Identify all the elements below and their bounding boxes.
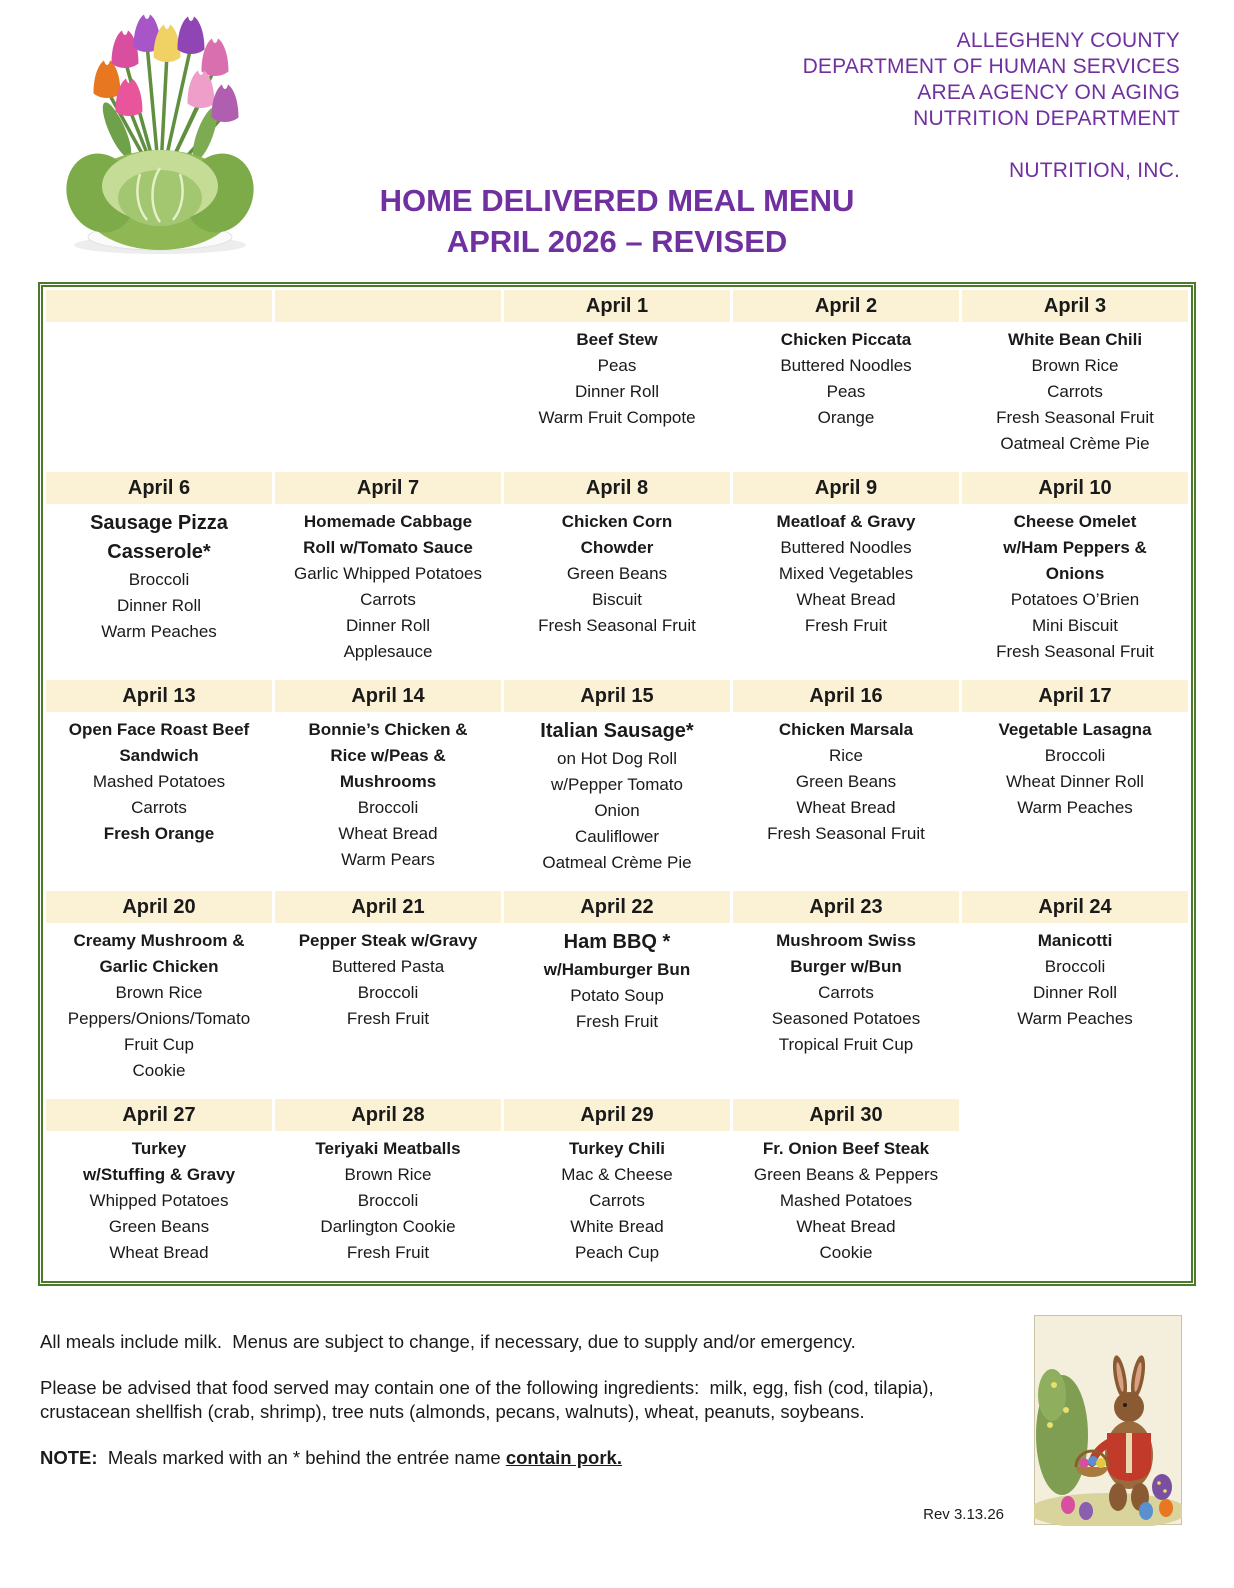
menu-item: Green Beans [566,564,668,583]
menu-item: Buttered Pasta [331,957,445,976]
org-line: DEPARTMENT OF HUMAN SERVICES [802,55,1180,78]
menu-item: w/Stuffing & Gravy [82,1165,236,1184]
menu-cell [504,325,730,469]
menu-item: Fr. Onion Beef Steak [762,1139,930,1158]
menu-cell [275,507,501,677]
menu-item: Fresh Fruit [804,616,888,635]
menu-cell [504,926,730,1096]
date-cell: April 1 [504,290,730,322]
date-cell: April 24 [962,891,1188,923]
menu-item: Broccoli [1044,746,1106,765]
menu-item: Rice w/Peas & [330,746,446,765]
menu-item: Fresh Fruit [575,1012,659,1031]
date-cell: April 7 [275,472,501,504]
menu-cell [275,1134,501,1278]
week-date-row [46,680,1188,712]
menu-item: Italian Sausage* [540,720,694,742]
menu-item: Fresh Fruit [346,1243,430,1262]
date-cell: April 13 [46,680,272,712]
date-cell: April 8 [504,472,730,504]
menu-item: Brown Rice [344,1165,432,1184]
menu-item: Onions [1045,564,1105,583]
menu-item: Homemade Cabbage [303,512,473,531]
menu-item: Garlic Chicken [99,957,219,976]
menu-item: Potato Soup [570,986,664,1005]
week-date-row [46,891,1188,923]
header-section [0,0,1234,272]
menu-item: Casserole* [107,541,211,563]
menu-item: Darlington Cookie [320,1217,456,1236]
menu-item: Peppers/Onions/Tomato [67,1009,251,1028]
menu-item: Beef Stew [576,330,658,349]
menu-item: Fresh Seasonal Fruit [767,824,925,843]
menu-cell [46,1134,272,1278]
menu-item: Teriyaki Meatballs [315,1139,461,1158]
menu-item: Peas [826,382,866,401]
date-cell: April 27 [46,1099,272,1131]
menu-item: Warm Peaches [101,622,217,641]
menu-item: Ham BBQ * [563,931,671,953]
menu-item: Tropical Fruit Cup [778,1035,914,1054]
menu-item: Cookie [819,1243,873,1262]
menu-item: Carrots [131,798,187,817]
menu-item: on Hot Dog Roll [556,749,677,768]
menu-item: Manicotti [1037,931,1113,950]
menu-item: Carrots [360,590,416,609]
menu-item: Green Beans [795,772,897,791]
menu-item: Mini Biscuit [1032,616,1118,635]
menu-item: w/Hamburger Bun [543,960,691,979]
menu-cell [275,325,501,469]
date-cell: April 15 [504,680,730,712]
menu-item: Buttered Noodles [780,538,912,557]
menu-table-frame [38,282,1196,1286]
menu-cell [733,926,959,1096]
menu-cell [962,507,1188,677]
menu-item: Seasoned Potatoes [771,1009,921,1028]
menu-row [46,1134,1188,1278]
menu-item: Mac & Cheese [561,1165,673,1184]
menu-cell [504,507,730,677]
menu-title: HOME DELIVERED MEAL MENU [379,183,855,218]
menu-item: Wheat Bread [796,1217,896,1236]
menu-cell [962,926,1188,1096]
menu-title-block [0,180,1234,262]
menu-cell [46,715,272,888]
menu-item: Garlic Whipped Potatoes [293,564,483,583]
menu-item: Buttered Noodles [780,356,912,375]
menu-item: Mashed Potatoes [779,1191,913,1210]
date-cell: April 9 [733,472,959,504]
note-label: NOTE: [40,1447,98,1468]
menu-item: Dinner Roll [345,616,431,635]
week-date-row [46,290,1188,322]
menu-item: Rice [828,746,863,765]
menu-item: Wheat Bread [338,824,438,843]
menu-item: Broccoli [1044,957,1106,976]
menu-item: w/Ham Peppers & [1003,538,1147,557]
menu-item: w/Pepper Tomato [551,775,683,794]
menu-item: Warm Fruit Compote [538,408,696,427]
menu-item: Dinner Roll [1032,983,1118,1002]
menu-item: Cauliflower [574,827,660,846]
menu-item: Green Beans [108,1217,210,1236]
menu-item: Broccoli [357,798,419,817]
menu-cell [504,1134,730,1278]
menu-item: Peach Cup [574,1243,660,1262]
menu-item: Fruit Cup [124,1035,194,1054]
menu-row [46,325,1188,469]
date-cell: April 3 [962,290,1188,322]
menu-cell [46,325,272,469]
menu-item: Oatmeal Crème Pie [1000,434,1150,453]
date-cell: April 30 [733,1099,959,1131]
menu-cell [962,715,1188,888]
menu-item: Wheat Dinner Roll [1006,772,1144,791]
menu-item: White Bread [570,1217,664,1236]
menu-item: Orange [817,408,875,427]
menu-cell [275,715,501,888]
menu-cell [733,1134,959,1278]
menu-item: Oatmeal Crème Pie [542,853,692,872]
date-cell: April 16 [733,680,959,712]
date-cell: April 29 [504,1099,730,1131]
menu-item: Mashed Potatoes [92,772,226,791]
menu-item: Warm Peaches [1017,1009,1133,1028]
menu-item: Chicken Marsala [778,720,914,739]
date-cell [962,1099,1188,1131]
menu-item: Mushroom Swiss [776,931,916,950]
menu-item: Chicken Corn [561,512,673,531]
menu-item: Carrots [589,1191,645,1210]
menu-item: Peas [597,356,637,375]
date-cell: April 14 [275,680,501,712]
date-cell: April 20 [46,891,272,923]
menu-item: Fresh Seasonal Fruit [996,408,1154,427]
menu-item: Chowder [580,538,654,557]
menu-table [43,287,1191,1281]
menu-item: Warm Pears [341,850,435,869]
menu-item: Meatloaf & Gravy [776,512,916,531]
menu-item: Green Beans & Peppers [753,1165,939,1184]
menu-item: Burger w/Bun [790,957,902,976]
menu-item: Vegetable Lasagna [998,720,1152,739]
menu-item: Chicken Piccata [780,330,912,349]
date-cell: April 22 [504,891,730,923]
menu-row [46,715,1188,888]
menu-cell [733,715,959,888]
week-date-row [46,472,1188,504]
menu-item: Onion [594,801,640,820]
menu-row [46,507,1188,677]
menu-cell [962,325,1188,469]
menu-item: Fresh Fruit [346,1009,430,1028]
menu-row [46,926,1188,1096]
menu-item: Brown Rice [1031,356,1119,375]
pork-note [40,1446,970,1470]
menu-item: Cheese Omelet [1013,512,1137,531]
menu-subtitle: APRIL 2026 – REVISED [446,224,788,259]
date-cell: April 21 [275,891,501,923]
menu-item: Whipped Potatoes [89,1191,229,1210]
menu-item: Mixed Vegetables [778,564,914,583]
menu-item: Creamy Mushroom & [73,931,245,950]
menu-item: Potatoes O’Brien [1010,590,1140,609]
menu-cell [733,325,959,469]
menu-item: Fresh Seasonal Fruit [996,642,1154,661]
menu-item: Broccoli [128,570,190,589]
menu-cell [275,926,501,1096]
menu-item: Applesauce [343,642,433,661]
menu-item: Wheat Bread [796,798,896,817]
menu-item: Warm Peaches [1017,798,1133,817]
footer-section [40,1330,1194,1582]
week-date-row [46,1099,1188,1131]
menu-item: Roll w/Tomato Sauce [303,538,473,557]
date-cell [275,290,501,322]
menu-item: Brown Rice [115,983,203,1002]
menu-item: Mushrooms [339,772,437,791]
menu-cell [504,715,730,888]
org-line: ALLEGHENY COUNTY [956,29,1180,52]
date-cell: April 17 [962,680,1188,712]
menu-item: Dinner Roll [574,382,660,401]
menu-cell [46,507,272,677]
menu-item: Turkey [131,1139,187,1158]
date-cell: April 23 [733,891,959,923]
menu-item: Biscuit [591,590,643,609]
menu-item: Cookie [132,1061,186,1080]
menu-item: Carrots [818,983,874,1002]
menu-item: Turkey Chili [568,1139,666,1158]
menu-cell [733,507,959,677]
menu-item: Fresh Seasonal Fruit [538,616,696,635]
menu-item: White Bean Chili [1007,330,1143,349]
pork-note-emphasis: contain pork. [505,1447,622,1468]
date-cell: April 6 [46,472,272,504]
menu-cell [46,926,272,1096]
menu-cell [962,1134,1188,1278]
org-line: NUTRITION DEPARTMENT [913,107,1180,130]
date-cell [46,290,272,322]
note-body: Meals marked with an * behind the entrée name [97,1447,506,1468]
milk-notice: All meals include milk. Menus are subject to change, if necessary, due to supply and/or emergency. [40,1331,856,1352]
date-cell: April 10 [962,472,1188,504]
menu-item: Broccoli [357,983,419,1002]
menu-item: Bonnie’s Chicken & [308,720,468,739]
menu-item: Open Face Roast Beef [68,720,250,739]
allergen-notice: Please be advised that food served may contain one of the following ingredients: milk, egg, fish (cod, tilapia), crustacean shellfish (crab, shrimp), tree nuts (almonds, pecans, walnuts), wheat, peanuts, soybeans. [40,1377,939,1422]
menu-item: Sandwich [119,746,199,765]
date-cell: April 2 [733,290,959,322]
menu-item: Carrots [1047,382,1103,401]
org-line: AREA AGENCY ON AGING [917,81,1180,104]
org-subtitle: NUTRITION, INC. [1009,159,1180,182]
date-cell: April 28 [275,1099,501,1131]
menu-item: Dinner Roll [116,596,202,615]
org-header [803,28,1180,184]
revision-label: Rev 3.13.26 [923,1506,1004,1523]
easter-bunny-image [1034,1314,1182,1526]
menu-item: Wheat Bread [109,1243,209,1262]
menu-item: Fresh Orange [103,824,215,843]
menu-item: Sausage Pizza [90,512,228,534]
menu-item: Pepper Steak w/Gravy [298,931,478,950]
menu-item: Wheat Bread [796,590,896,609]
menu-item: Broccoli [357,1191,419,1210]
